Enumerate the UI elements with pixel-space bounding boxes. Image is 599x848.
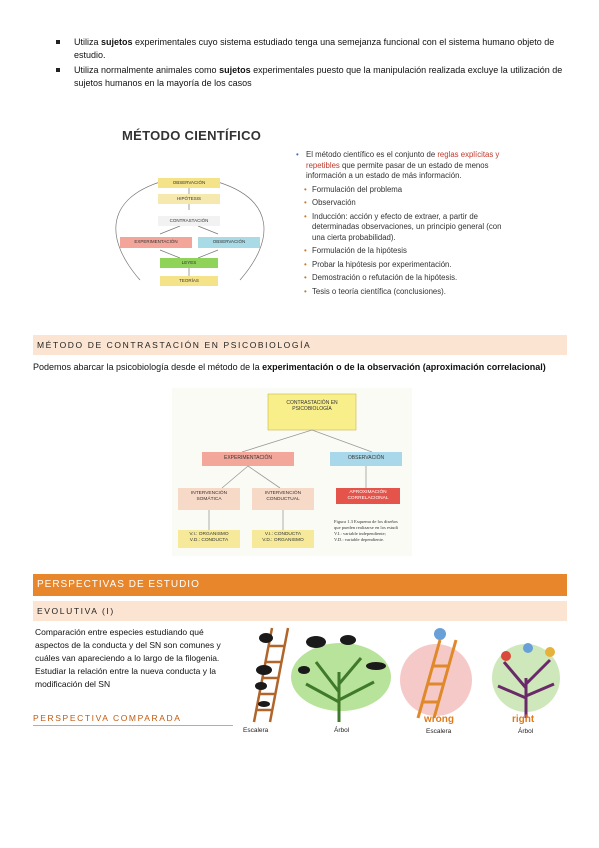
method-step: • Probar la hipótesis por experimentación.	[304, 259, 452, 269]
label-arbol: Árbol	[334, 727, 350, 734]
bullet-item: Utiliza sujetos experimentales cuyo sistema estudiado tenga una semejanza funcional con el sistema humano objeto de estudio.	[52, 36, 572, 61]
bullet-dot-icon: •	[304, 184, 307, 194]
method-intro: • El método científico es el conjunto de reglas explícitas y repetibles que permite pasar de un estado de menos información a un estado de más información.	[296, 150, 500, 180]
method-step: • Formulación del problema	[304, 184, 403, 194]
bullet-square-icon	[56, 68, 60, 72]
bullet-dot-icon: •	[304, 259, 307, 269]
label-escalera-2: Escalera	[426, 728, 452, 735]
bullet-dot-icon: •	[296, 150, 299, 159]
diagram-correlacional: APROXIMACIÓN CORRELACIONAL	[347, 490, 389, 501]
figure-caption: Figura 1.3 Esquema de los diseños que pueden realizarse en los estudi V.I.: variable independiente; V.D.: variable dependiente.	[334, 519, 398, 542]
diagram-vars-2: V.I.: CONDUCTA V.D.: ORGANISMO	[262, 532, 304, 543]
section-heading-contrastacion: MÉTODO DE CONTRASTACIÓN EN PSICOBIOLOGÍA	[33, 335, 567, 355]
flow-hipotesis: HIPÓTESIS	[176, 196, 201, 201]
diagram-vars-1: V.I.: ORGANISMO V.D.: CONDUCTA	[189, 532, 229, 543]
bullet-dot-icon: •	[304, 286, 307, 296]
bullet-dot-icon: •	[304, 198, 307, 207]
flow-contrastacion: CONTRASTACIÓN	[169, 218, 209, 223]
method-step: • Observación	[304, 198, 356, 207]
method-step: • Inducción: acción y efecto de extraer, a partir de determinadas observaciones, un principio general (con una cierta probabilidad).	[304, 211, 502, 242]
bullet-square-icon	[56, 40, 60, 44]
section-heading-perspectivas: PERSPECTIVAS DE ESTUDIO	[33, 574, 567, 596]
tree-icon	[291, 643, 391, 722]
label-wrong: wrong	[424, 714, 454, 725]
diagram-experimentacion: EXPERIMENTACIÓN	[224, 455, 272, 461]
evolutiva-paragraph: Comparación entre especies estudiando qué aspectos de la conducta y del SN son comunes y cuáles van apareciendo a lo largo de la filogenia. Estudiar la relación entre la nueva conducta y la modificación del SN	[35, 627, 221, 689]
diagram-conductual: INTERVENCIÓN CONDUCTUAL	[264, 491, 302, 502]
method-step: • Demostración o refutación de la hipótesis.	[304, 273, 458, 282]
divider	[33, 725, 233, 726]
subsection-comparada: PERSPECTIVA COMPARADA	[33, 713, 182, 723]
bullet-dot-icon: •	[304, 246, 307, 255]
bullet-item: Utiliza normalmente animales como sujetos experimentales puesto que la manipulación realizada excluye la utilización de sujetos humanos en la mayoría de los casos	[52, 64, 572, 89]
subsection-evolutiva: EVOLUTIVA (I)	[33, 601, 567, 621]
flow-experimentacion: EXPERIMENTACIÓN	[134, 239, 178, 244]
label-escalera: Escalera	[243, 727, 269, 734]
method-description	[296, 150, 510, 297]
flow-observacion-2: OBSERVACIÓN	[212, 239, 246, 244]
right-tree-icon	[492, 643, 560, 718]
intro-bullets	[52, 36, 572, 92]
flow-leyes: LEYES	[181, 260, 197, 265]
bullet-dot-icon: •	[304, 211, 307, 221]
label-right: right	[512, 714, 535, 725]
label-arbol-2: Árbol	[518, 728, 534, 735]
bullet-dot-icon: •	[304, 273, 307, 282]
diagram-top-node: CONTRASTACIÓN EN PSICOBIOLOGÍA	[286, 400, 338, 412]
method-step: • Formulación de la hipótesis	[304, 246, 407, 255]
wrong-ladder-icon	[400, 628, 472, 718]
ladder-icon	[254, 628, 288, 722]
flow-observacion: OBSERVACIÓN	[172, 180, 206, 185]
section-paragraph: Podemos abarcar la psicobiología desde el método de la experimentación o de la observación (aproximación correlacional)	[33, 362, 546, 372]
slide-title: MÉTODO CIENTÍFICO	[122, 128, 262, 143]
diagram-observacion: OBSERVACIÓN	[347, 455, 385, 461]
method-step: • Tesis o teoría científica (conclusiones).	[304, 286, 446, 296]
diagram-somatica: INTERVENCIÓN SOMÁTICA	[190, 491, 228, 502]
flow-teorias: TEORÍAS	[179, 278, 199, 283]
